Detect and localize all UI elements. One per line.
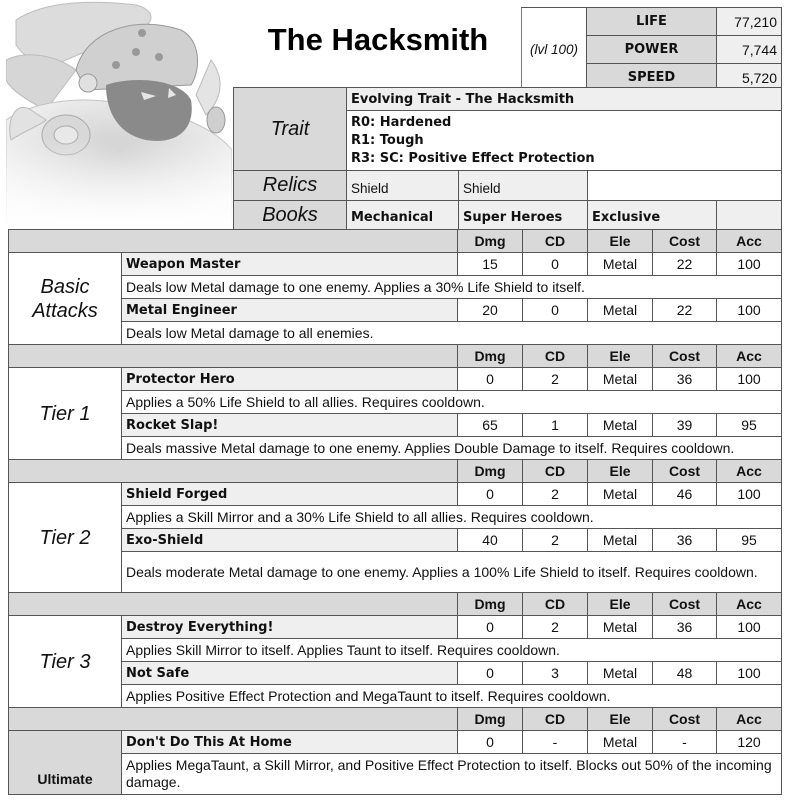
skill-damage: 20 bbox=[458, 299, 523, 322]
column-header-row bbox=[9, 593, 782, 616]
column-header-row bbox=[9, 708, 782, 731]
skill-row bbox=[9, 616, 782, 639]
skill-description: Applies MegaTaunt, a Skill Mirror, and Positive Effect Protection to itself. Blocks out 50% of the incoming damage. bbox=[122, 754, 782, 795]
skill-damage: 0 bbox=[458, 483, 523, 506]
column-header-cost: Cost bbox=[653, 230, 717, 253]
skill-cooldown: 3 bbox=[523, 662, 588, 685]
relic-slot-2: Shield bbox=[459, 171, 588, 201]
relics-label: Relics bbox=[234, 171, 347, 201]
column-header-accuracy: Acc bbox=[717, 345, 782, 368]
skill-cost: 48 bbox=[653, 662, 717, 685]
book-slot-4 bbox=[717, 201, 782, 230]
skills-table bbox=[8, 229, 782, 795]
stat-value-power: 7,744 bbox=[717, 36, 782, 64]
skill-damage: 0 bbox=[458, 368, 523, 391]
skill-accuracy: 100 bbox=[717, 299, 782, 322]
skill-accuracy: 95 bbox=[717, 414, 782, 437]
skill-cooldown: 1 bbox=[523, 414, 588, 437]
skill-cooldown: 2 bbox=[523, 483, 588, 506]
skill-row bbox=[9, 483, 782, 506]
skill-cooldown: 0 bbox=[523, 253, 588, 276]
section-label: Tier 2 bbox=[9, 483, 122, 593]
column-header-element: Ele bbox=[588, 708, 653, 731]
skill-damage: 65 bbox=[458, 414, 523, 437]
skill-element: Metal bbox=[588, 253, 653, 276]
book-slot-1: Mechanical bbox=[347, 201, 459, 230]
skill-row bbox=[9, 253, 782, 276]
column-header-accuracy: Acc bbox=[717, 230, 782, 253]
column-header-cooldown: CD bbox=[523, 345, 588, 368]
hero-name: The Hacksmith bbox=[267, 22, 489, 57]
skill-element: Metal bbox=[588, 483, 653, 506]
skill-name: Not Safe bbox=[122, 662, 458, 685]
skill-element: Metal bbox=[588, 414, 653, 437]
skill-damage: 0 bbox=[458, 616, 523, 639]
section-label: Tier 3 bbox=[9, 616, 122, 708]
skill-element: Metal bbox=[588, 299, 653, 322]
skill-accuracy: 100 bbox=[717, 483, 782, 506]
stat-label-power: POWER bbox=[587, 36, 717, 64]
skill-description-row bbox=[9, 552, 782, 593]
skill-description-row bbox=[9, 754, 782, 795]
trait-label: Trait bbox=[234, 88, 347, 171]
skill-damage: 0 bbox=[458, 662, 523, 685]
skill-element: Metal bbox=[588, 731, 653, 754]
skill-accuracy: 95 bbox=[717, 529, 782, 552]
skill-description-row bbox=[9, 506, 782, 529]
section-label: Ultimate bbox=[9, 731, 122, 795]
skill-cost: 46 bbox=[653, 483, 717, 506]
skill-element: Metal bbox=[588, 616, 653, 639]
trait-levels bbox=[347, 111, 782, 171]
skill-name: Weapon Master bbox=[122, 253, 458, 276]
skill-row bbox=[9, 662, 782, 685]
column-header-cooldown: CD bbox=[523, 593, 588, 616]
column-header-element: Ele bbox=[588, 230, 653, 253]
section-divider bbox=[9, 708, 458, 731]
stats-table bbox=[521, 7, 782, 92]
skill-name: Protector Hero bbox=[122, 368, 458, 391]
skill-description-row bbox=[9, 322, 782, 345]
skill-name: Rocket Slap! bbox=[122, 414, 458, 437]
skill-accuracy: 100 bbox=[717, 616, 782, 639]
skill-row bbox=[9, 414, 782, 437]
skill-description: Applies a 50% Life Shield to all allies. Requires cooldown. bbox=[122, 391, 782, 414]
column-header-cost: Cost bbox=[653, 345, 717, 368]
column-header-cooldown: CD bbox=[523, 460, 588, 483]
skill-cooldown: 0 bbox=[523, 299, 588, 322]
skill-description-row bbox=[9, 437, 782, 460]
skill-description-row bbox=[9, 639, 782, 662]
skill-element: Metal bbox=[588, 368, 653, 391]
skill-damage: 15 bbox=[458, 253, 523, 276]
column-header-damage: Dmg bbox=[458, 345, 523, 368]
trait-line-r3: R3: SC: Positive Effect Protection bbox=[351, 150, 595, 166]
column-header-cooldown: CD bbox=[523, 230, 588, 253]
skill-cooldown: 2 bbox=[523, 529, 588, 552]
column-header-accuracy: Acc bbox=[717, 460, 782, 483]
stat-label-speed: SPEED bbox=[587, 64, 717, 92]
column-header-damage: Dmg bbox=[458, 593, 523, 616]
column-header-accuracy: Acc bbox=[717, 593, 782, 616]
column-header-cost: Cost bbox=[653, 460, 717, 483]
trait-line-r1: R1: Tough bbox=[351, 132, 424, 148]
skill-row bbox=[9, 529, 782, 552]
section-divider bbox=[9, 593, 458, 616]
skill-description: Deals low Metal damage to all enemies. bbox=[122, 322, 782, 345]
skill-row bbox=[9, 368, 782, 391]
skill-damage: 40 bbox=[458, 529, 523, 552]
book-slot-3: Exclusive bbox=[588, 201, 717, 230]
skill-description-row bbox=[9, 685, 782, 708]
skill-description: Applies Positive Effect Protection and MegaTaunt to itself. Requires cooldown. bbox=[122, 685, 782, 708]
skill-cost: 36 bbox=[653, 529, 717, 552]
skill-description: Deals moderate Metal damage to one enemy. Applies a 100% Life Shield to itself. Requires cooldown. bbox=[122, 552, 782, 593]
skill-cooldown: 2 bbox=[523, 368, 588, 391]
trait-relics-books-table bbox=[233, 87, 782, 230]
column-header-row bbox=[9, 460, 782, 483]
stat-value-life: 77,210 bbox=[717, 8, 782, 36]
hero-level: (lvl 100) bbox=[522, 8, 587, 92]
books-label: Books bbox=[234, 201, 347, 230]
column-header-element: Ele bbox=[588, 345, 653, 368]
trait-line-r0: R0: Hardened bbox=[351, 114, 452, 130]
skill-accuracy: 100 bbox=[717, 253, 782, 276]
skill-cost: 39 bbox=[653, 414, 717, 437]
skill-name: Exo-Shield bbox=[122, 529, 458, 552]
skill-name: Destroy Everything! bbox=[122, 616, 458, 639]
section-divider bbox=[9, 460, 458, 483]
stat-value-speed: 5,720 bbox=[717, 64, 782, 92]
column-header-accuracy: Acc bbox=[717, 708, 782, 731]
skill-damage: 0 bbox=[458, 731, 523, 754]
skill-cooldown: 2 bbox=[523, 616, 588, 639]
column-header-row bbox=[9, 230, 782, 253]
skill-name: Don't Do This At Home bbox=[122, 731, 458, 754]
skill-accuracy: 100 bbox=[717, 662, 782, 685]
section-divider bbox=[9, 345, 458, 368]
section-divider bbox=[9, 230, 458, 253]
column-header-element: Ele bbox=[588, 460, 653, 483]
skill-cooldown: - bbox=[523, 731, 588, 754]
column-header-row bbox=[9, 345, 782, 368]
skill-description: Applies Skill Mirror to itself. Applies Taunt to itself. Requires cooldown. bbox=[122, 639, 782, 662]
skill-description-row bbox=[9, 391, 782, 414]
book-slot-2: Super Heroes bbox=[459, 201, 588, 230]
stat-label-life: LIFE bbox=[587, 8, 717, 36]
column-header-damage: Dmg bbox=[458, 708, 523, 731]
column-header-cost: Cost bbox=[653, 593, 717, 616]
skill-name: Shield Forged bbox=[122, 483, 458, 506]
armored-knight-portrait-icon bbox=[6, 0, 232, 229]
skill-accuracy: 120 bbox=[717, 731, 782, 754]
skill-cost: 36 bbox=[653, 616, 717, 639]
skill-description: Applies a Skill Mirror and a 30% Life Shield to all allies. Requires cooldown. bbox=[122, 506, 782, 529]
skill-element: Metal bbox=[588, 662, 653, 685]
column-header-cost: Cost bbox=[653, 708, 717, 731]
relic-slot-1: Shield bbox=[347, 171, 459, 201]
section-label: Basic Attacks bbox=[9, 253, 122, 345]
column-header-element: Ele bbox=[588, 593, 653, 616]
skill-cost: 36 bbox=[653, 368, 717, 391]
column-header-cooldown: CD bbox=[523, 708, 588, 731]
relic-slot-3 bbox=[588, 171, 782, 201]
trait-title: Evolving Trait - The Hacksmith bbox=[347, 88, 782, 111]
skill-row bbox=[9, 299, 782, 322]
skill-description: Deals massive Metal damage to one enemy. Applies Double Damage to itself. Requires cooldown. bbox=[122, 437, 782, 460]
skill-row bbox=[9, 731, 782, 754]
column-header-damage: Dmg bbox=[458, 460, 523, 483]
skill-name: Metal Engineer bbox=[122, 299, 458, 322]
skill-cost: 22 bbox=[653, 253, 717, 276]
skill-element: Metal bbox=[588, 529, 653, 552]
column-header-damage: Dmg bbox=[458, 230, 523, 253]
skill-cost: 22 bbox=[653, 299, 717, 322]
skill-description-row bbox=[9, 276, 782, 299]
skill-accuracy: 100 bbox=[717, 368, 782, 391]
section-label: Tier 1 bbox=[9, 368, 122, 460]
skill-description: Deals low Metal damage to one enemy. Applies a 30% Life Shield to itself. bbox=[122, 276, 782, 299]
skill-cost: - bbox=[653, 731, 717, 754]
